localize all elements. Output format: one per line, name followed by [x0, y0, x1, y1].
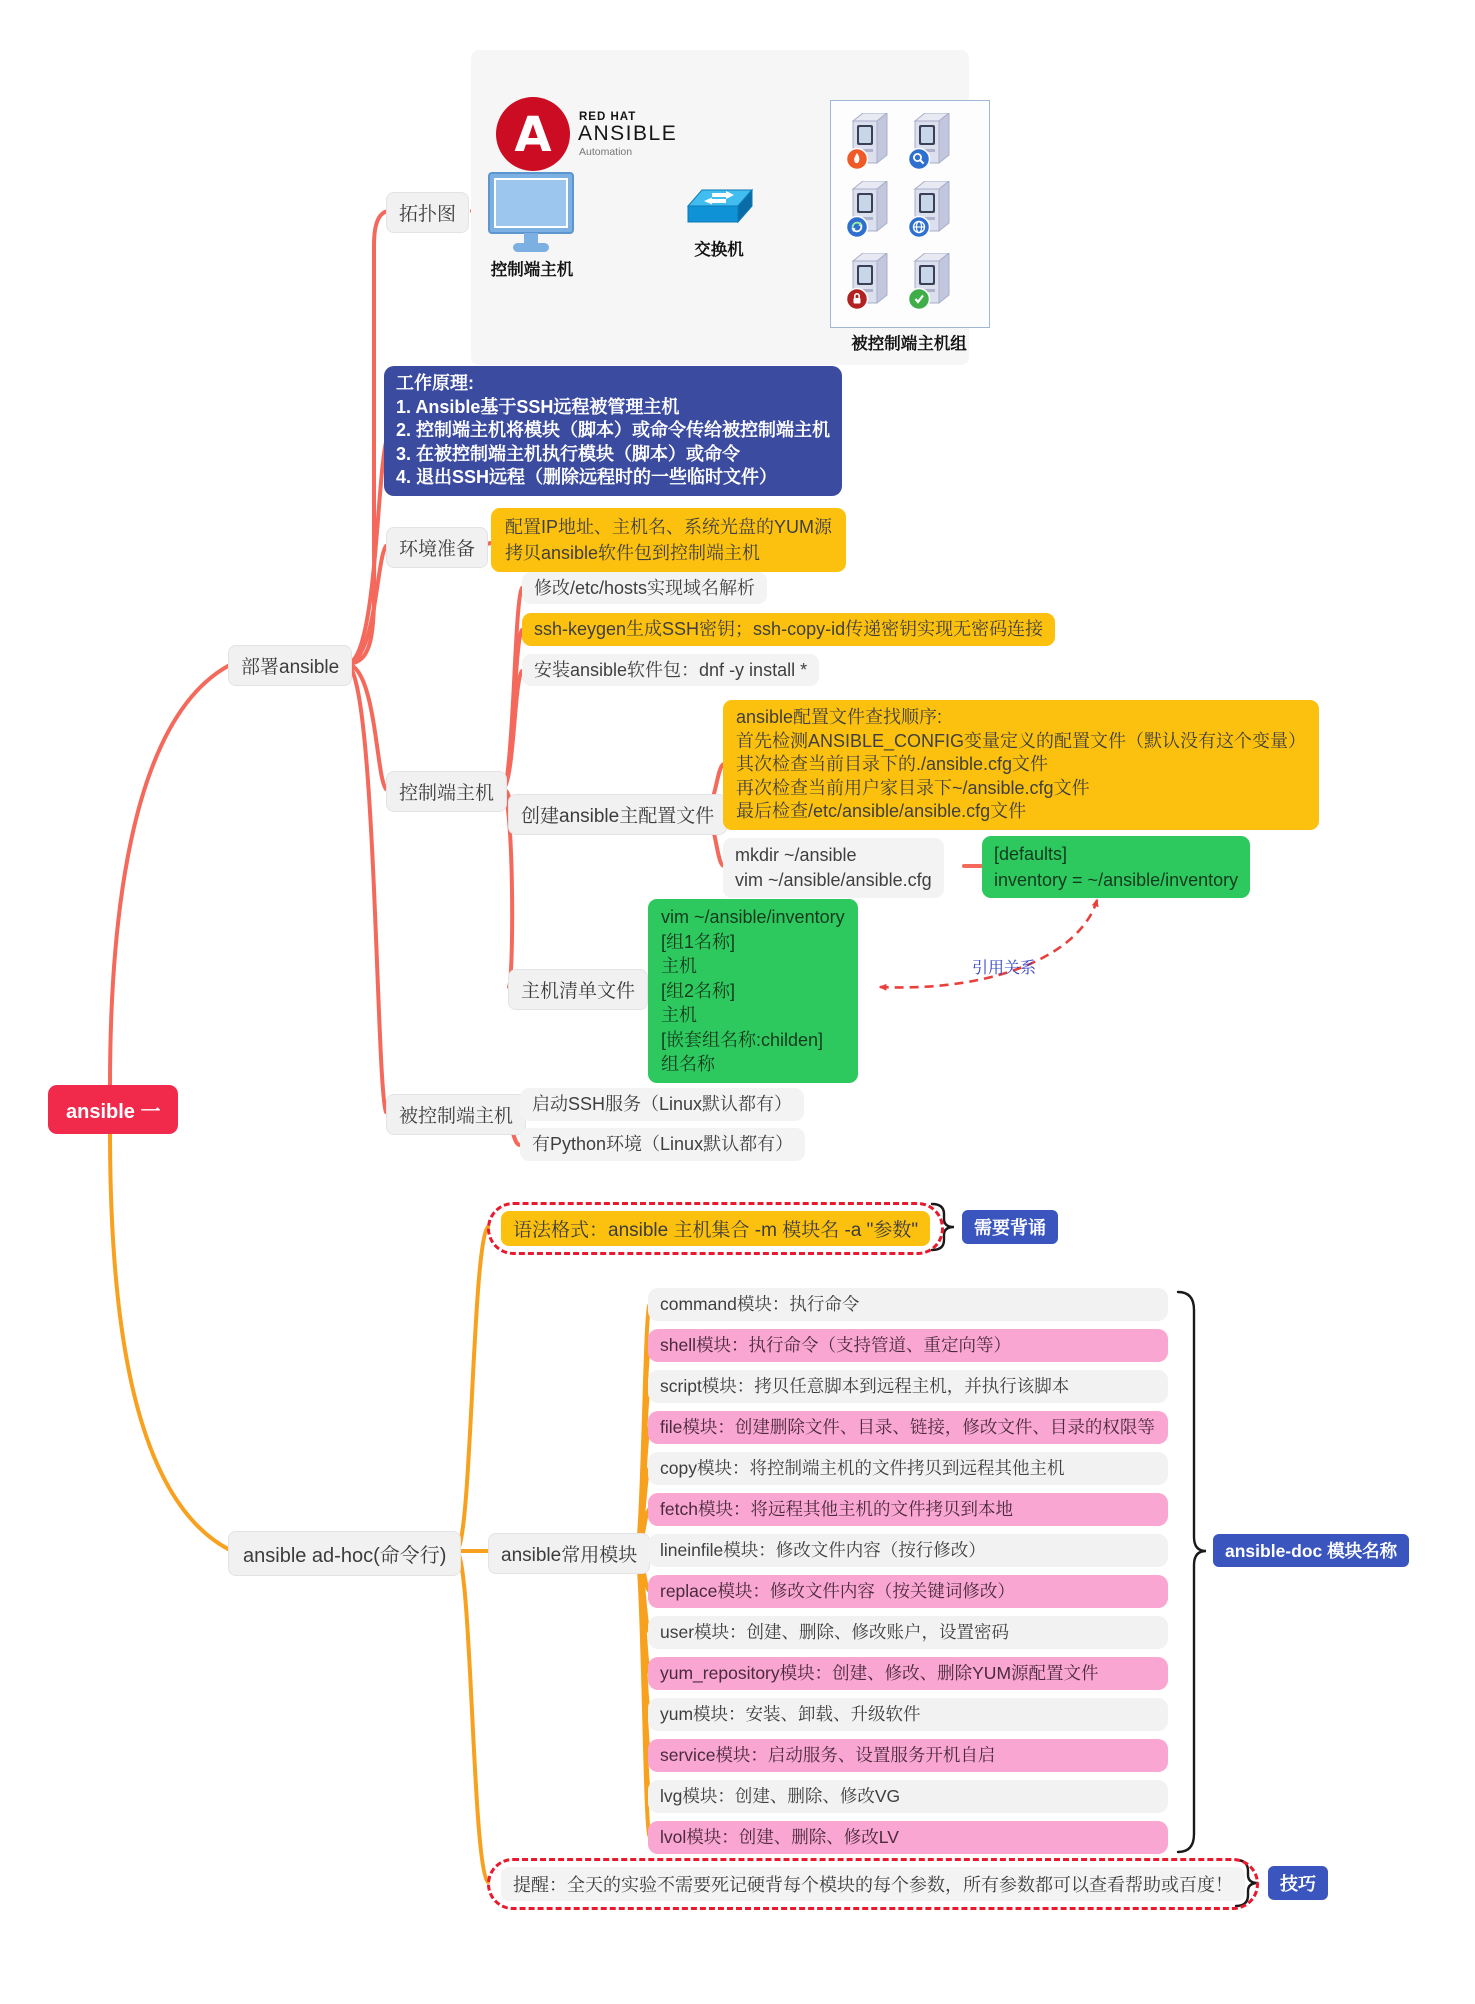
node-deploy[interactable]: 部署ansible: [228, 645, 352, 686]
svg-text:A: A: [514, 107, 552, 163]
principle-title: 工作原理:: [396, 373, 474, 393]
logo-redhat-text: RED HAT: [579, 111, 637, 123]
inventory-line: [组2名称]: [661, 980, 736, 1001]
server-icon: [907, 113, 953, 171]
cmd-line: vim ~/ansible/ansible.cfg: [735, 870, 932, 890]
defaults-line: inventory = ~/ansible/inventory: [994, 870, 1239, 890]
note-mkdir-vim[interactable]: [723, 838, 944, 898]
control-host-label: 控制端主机: [490, 261, 574, 279]
module-row-service[interactable]: service模块：启动服务、设置服务开机自启: [648, 1739, 1168, 1772]
module-row-lineinfile[interactable]: lineinfile模块：修改文件内容（按行修改）: [648, 1534, 1168, 1567]
module-row-script[interactable]: script模块：拷贝任意脚本到远程主机，并执行该脚本: [648, 1370, 1168, 1403]
note-syntax[interactable]: 语法格式：ansible 主机集合 -m 模块名 -a "参数": [501, 1211, 930, 1246]
badge-ansible-doc[interactable]: ansible-doc 模块名称: [1213, 1534, 1409, 1567]
note-reminder[interactable]: 提醒：全天的实验不需要死记硬背每个模块的每个参数，所有参数都可以查看帮助或百度！: [501, 1867, 1245, 1901]
node-config-file[interactable]: 创建ansible主配置文件: [508, 794, 727, 835]
badge-skill[interactable]: 技巧: [1268, 1866, 1328, 1900]
env-line: 拷贝ansible软件包到控制端主机: [505, 543, 761, 563]
config-order-title: ansible配置文件查找顺序:: [736, 707, 943, 727]
server-icon: [845, 113, 891, 171]
inventory-line: [嵌套组名称:childen]: [661, 1029, 824, 1050]
node-inventory-file[interactable]: 主机清单文件: [508, 969, 648, 1010]
module-row-yum[interactable]: yum模块：安装、卸载、升级软件: [648, 1698, 1168, 1731]
inventory-line: vim ~/ansible/inventory: [661, 907, 845, 927]
modules-brace-icon: [1178, 1292, 1206, 1852]
node-env-prep[interactable]: 环境准备: [386, 527, 488, 568]
badge-recite[interactable]: 需要背诵: [962, 1210, 1058, 1244]
defaults-line: [defaults]: [994, 844, 1068, 864]
server-icon: [845, 181, 891, 239]
update-badge-icon: [847, 217, 868, 238]
check-badge-icon: [909, 289, 930, 310]
inventory-line: 组名称: [661, 1054, 715, 1074]
module-row-lvg[interactable]: lvg模块：创建、删除、修改VG: [648, 1780, 1168, 1813]
note-sshd[interactable]: 启动SSH服务（Linux默认都有）: [520, 1088, 804, 1121]
note-python[interactable]: 有Python环境（Linux默认都有）: [520, 1128, 805, 1161]
node-managed-host[interactable]: 被控制端主机: [386, 1094, 526, 1135]
server-icon: [907, 253, 953, 311]
reminder-dashed-frame: [487, 1858, 1259, 1910]
topology-image-panel: [471, 50, 969, 365]
config-order-line: 再次检查当前用户家目录下~/ansible.cfg文件: [736, 777, 1090, 798]
managed-group-box: [830, 100, 990, 328]
server-icon: [845, 253, 891, 311]
note-inventory-content[interactable]: [648, 899, 858, 1083]
principle-line: 4. 退出SSH远程（删除远程时的一些临时文件）: [396, 467, 778, 487]
module-row-lvol[interactable]: lvol模块：创建、删除、修改LV: [648, 1821, 1168, 1854]
globe-badge-icon: [909, 217, 930, 238]
config-order-line: 其次检查当前目录下的./ansible.cfg文件: [736, 754, 1049, 774]
module-row-fetch[interactable]: fetch模块：将远程其他主机的文件拷贝到本地: [648, 1493, 1168, 1526]
logo-automation-text: Automation: [579, 146, 633, 158]
cmd-line: mkdir ~/ansible: [735, 845, 857, 865]
switch-label: 交换机: [694, 241, 744, 259]
inventory-line: [组1名称]: [661, 931, 736, 952]
node-topology[interactable]: 拓扑图: [386, 192, 469, 233]
note-hosts[interactable]: 修改/etc/hosts实现域名解析: [522, 572, 767, 604]
ansible-logo-icon: [495, 90, 685, 182]
module-row-replace[interactable]: replace模块：修改文件内容（按关键词修改）: [648, 1575, 1168, 1608]
note-config-order[interactable]: [723, 700, 1319, 830]
module-row-user[interactable]: user模块：创建、删除、修改账户，设置密码: [648, 1616, 1168, 1649]
node-control-host[interactable]: 控制端主机: [386, 771, 507, 812]
note-ssh-keygen[interactable]: ssh-keygen生成SSH密钥；ssh-copy-id传递密钥实现无密码连接: [522, 613, 1055, 646]
node-adhoc[interactable]: ansible ad-hoc(命令行): [228, 1531, 461, 1576]
module-row-command[interactable]: command模块：执行命令: [648, 1288, 1168, 1321]
config-order-line: 首先检测ANSIBLE_CONFIG变量定义的配置文件（默认没有这个变量）: [736, 730, 1307, 751]
env-line: 配置IP地址、主机名、系统光盘的YUM源: [505, 517, 833, 537]
config-order-line: 最后检查/etc/ansible/ansible.cfg文件: [736, 801, 1027, 821]
monitor-icon: [488, 172, 576, 256]
logo-ansible-text: ANSIBLE: [578, 122, 678, 145]
inventory-line: 主机: [661, 956, 697, 976]
syntax-dashed-frame: [487, 1202, 944, 1255]
fire-badge-icon: [847, 149, 868, 170]
root-node[interactable]: ansible 一: [48, 1085, 178, 1134]
lock-badge-icon: [847, 289, 868, 310]
note-defaults[interactable]: [982, 836, 1250, 898]
principle-line: 1. Ansible基于SSH远程被管理主机: [396, 396, 680, 417]
note-install[interactable]: 安装ansible软件包：dnf -y install *: [522, 654, 819, 686]
note-principle[interactable]: [384, 366, 842, 496]
server-icon: [907, 181, 953, 239]
principle-line: 3. 在被控制端主机执行模块（脚本）或命令: [396, 443, 741, 464]
principle-line: 2. 控制端主机将模块（脚本）或命令传给被控制端主机: [396, 420, 831, 440]
module-row-file[interactable]: file模块：创建删除文件、目录、链接，修改文件、目录的权限等: [648, 1411, 1168, 1444]
search-badge-icon: [909, 149, 930, 170]
managed-group-label: 被控制端主机组: [851, 335, 967, 353]
module-row-shell[interactable]: shell模块：执行命令（支持管道、重定向等）: [648, 1329, 1168, 1362]
inventory-line: 主机: [661, 1005, 697, 1025]
note-env[interactable]: [491, 508, 846, 572]
switch-icon: [684, 188, 754, 238]
module-row-copy[interactable]: copy模块：将控制端主机的文件拷贝到远程其他主机: [648, 1452, 1168, 1485]
module-row-yum-repository[interactable]: yum_repository模块：创建、修改、删除YUM源配置文件: [648, 1657, 1168, 1690]
node-common-modules[interactable]: ansible常用模块: [488, 1533, 650, 1574]
reference-relation-label: 引用关系: [972, 960, 1037, 977]
